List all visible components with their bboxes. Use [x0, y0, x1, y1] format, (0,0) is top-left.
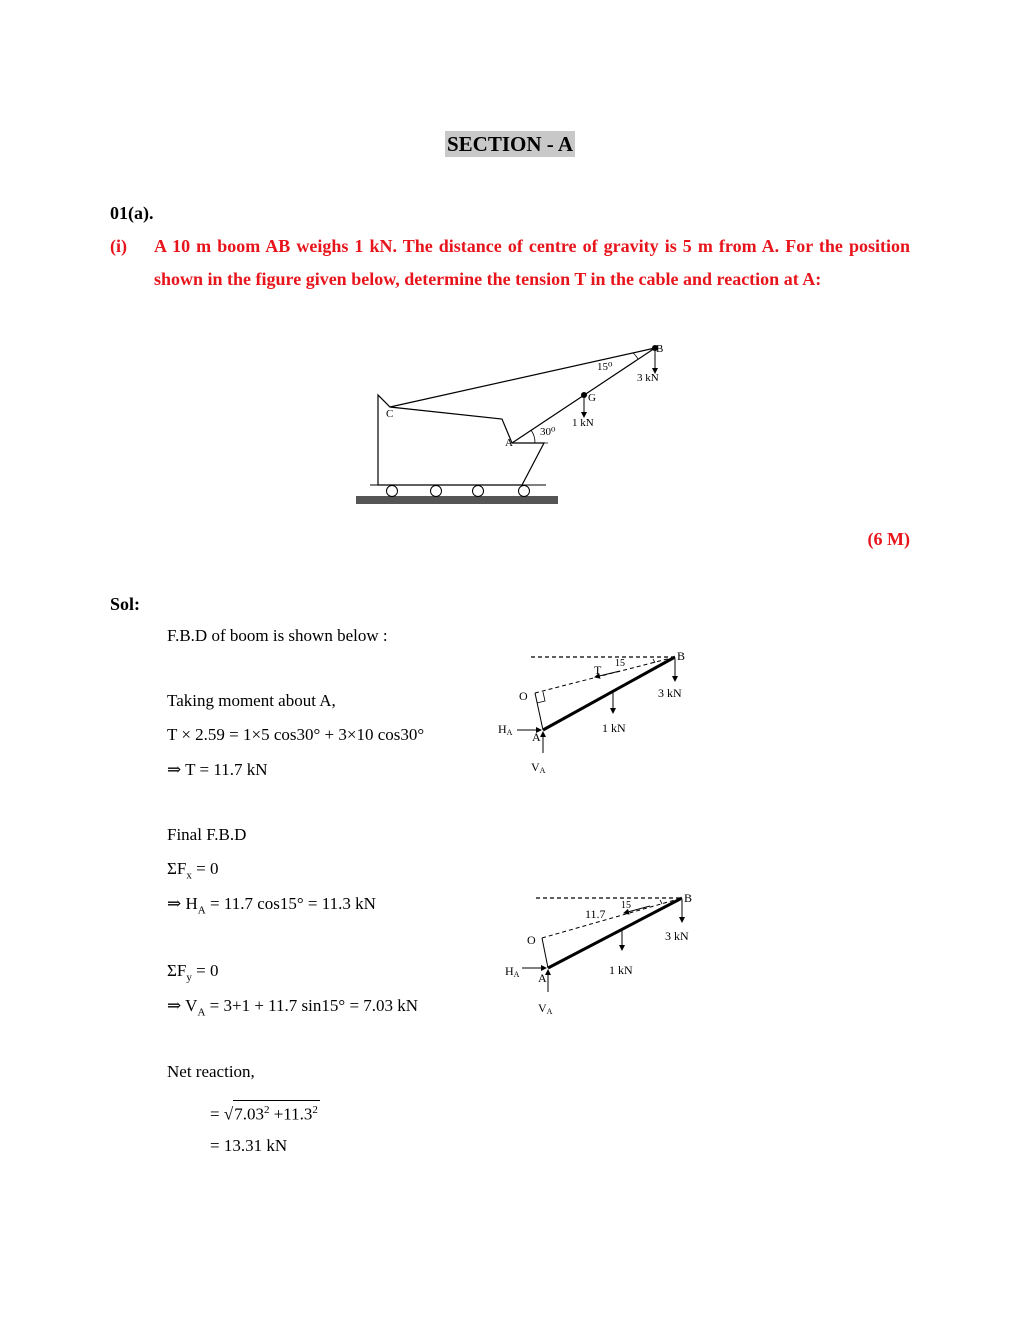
solution-heading: Sol:: [110, 594, 141, 614]
va-result: ⇒ $V_A = 3+1 + 11.7$ sin15° = 7.03 kN: [167, 996, 419, 1019]
label-a: A: [538, 971, 547, 985]
label-t: T: [594, 663, 602, 677]
boom: [543, 657, 675, 730]
label-t: 11.7: [585, 907, 606, 921]
moment-equation: T × 2.59 = 1×5 cos30° + 3×10 cos30°: [167, 725, 425, 744]
cable: [390, 348, 655, 407]
label-b: B: [677, 649, 686, 663]
label-o: O: [527, 933, 536, 947]
net-heading: Net reaction,: [167, 1062, 255, 1081]
section-title: [0, 132, 1020, 157]
fbd-intro: F.B.D of boom is shown below :: [167, 626, 388, 645]
final-fbd-heading: Final F.B.D: [167, 825, 247, 844]
label-a: A: [532, 730, 541, 744]
label-ha: HA: [505, 964, 520, 979]
question-text: A 10 m boom AB weighs 1 kN. The distance of centre of gravity is 5 m from A. For the position shown in the figure given below, determine the tension T in the cable and reaction at A:: [154, 236, 910, 289]
wheel: [519, 486, 530, 497]
angle: 15: [615, 658, 625, 669]
sum-fy: $\Sigma F_y = 0$: [167, 961, 219, 984]
load-g-label: 1 kN: [602, 721, 626, 735]
load-g-label: 1 kN: [609, 963, 633, 977]
wheel: [431, 486, 442, 497]
angle: 15: [621, 900, 631, 911]
label-va: VA: [538, 1001, 553, 1016]
label-b: B: [656, 343, 664, 355]
label-b: B: [684, 891, 693, 905]
net-equation: = $√7.03^2 +11.3^2$: [210, 1100, 320, 1125]
angle-top: 15⁰: [597, 361, 613, 373]
fbd-1: [495, 645, 705, 785]
load-b-label: 3 kN: [665, 929, 689, 943]
label-g: G: [588, 392, 596, 404]
load-b-label: 3 kN: [637, 372, 659, 384]
ha-result: ⇒ $H_A = 11.7$ cos15° = 11.3 kN: [167, 894, 376, 917]
sum-fx: $\Sigma F_x = 0$: [167, 859, 219, 882]
label-va: VA: [531, 760, 546, 775]
label-a: A: [505, 437, 513, 449]
question-part: (i): [110, 236, 127, 256]
moment-heading: Taking moment about A,: [167, 691, 336, 710]
load-b-label: 3 kN: [658, 686, 682, 700]
crane-figure: [350, 335, 690, 510]
marks: (6 M): [867, 529, 910, 549]
cable-dashed: [542, 898, 682, 938]
load-g-label: 1 kN: [572, 417, 594, 429]
label-c: C: [386, 408, 394, 420]
fbd-2: [500, 888, 710, 1028]
label-ha: HA: [498, 722, 513, 737]
boom: [548, 898, 682, 968]
wheel: [387, 486, 398, 497]
wheel: [473, 486, 484, 497]
tension-result: ⇒ T = 11.7 kN: [167, 760, 268, 779]
crane-body: [378, 395, 544, 485]
section-title-text: SECTION - A: [446, 132, 574, 156]
point-g: [581, 392, 587, 398]
angle-bottom: 30⁰: [540, 426, 556, 438]
ground: [356, 496, 558, 504]
question-number: 01(a).: [110, 203, 154, 223]
net-result: = 13.31 kN: [210, 1136, 288, 1155]
label-o: O: [519, 689, 528, 703]
